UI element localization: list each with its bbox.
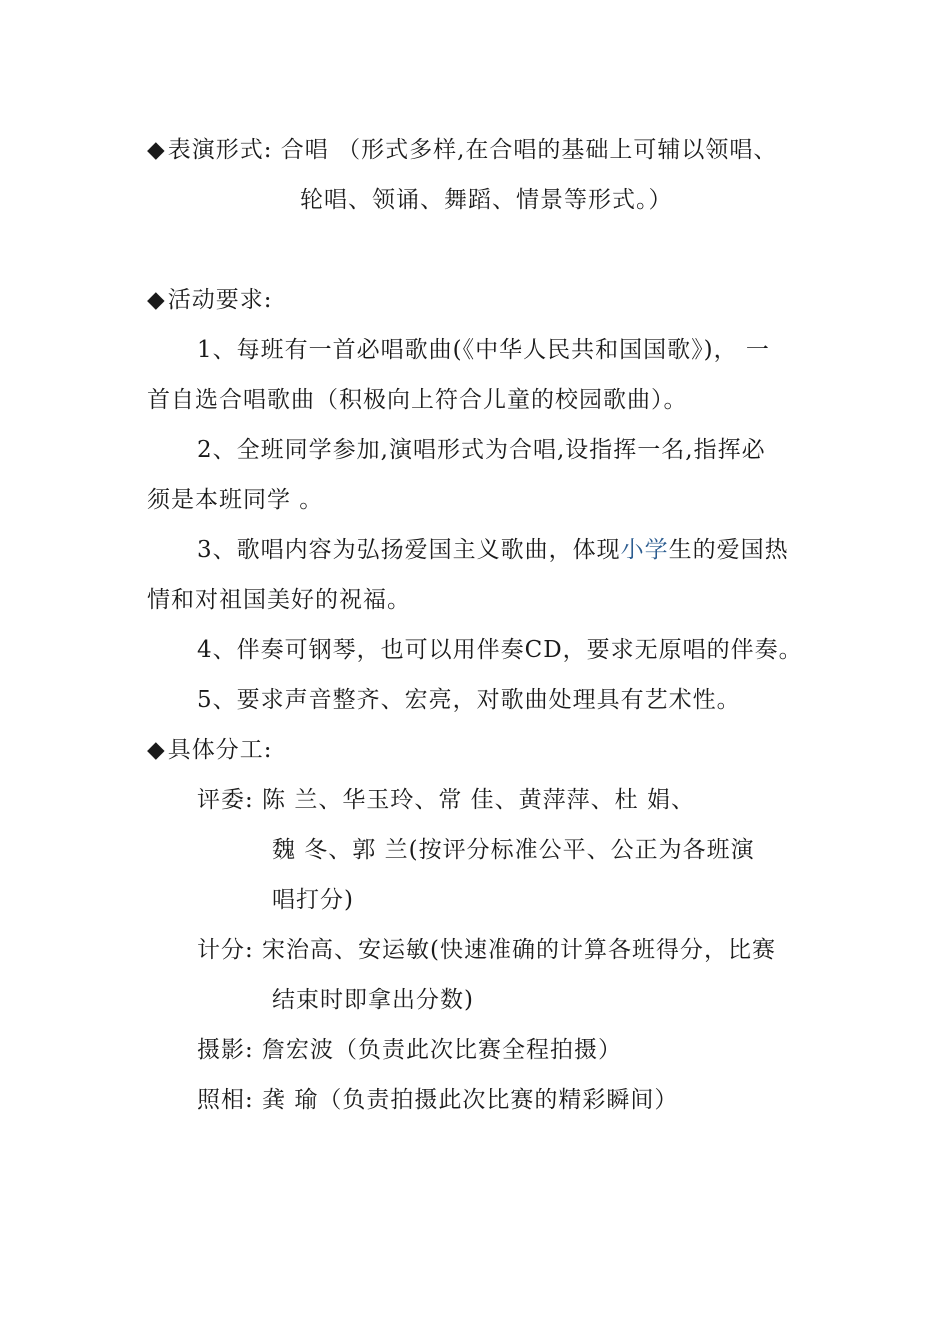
- requirement-item-1-line-2: 首自选合唱歌曲（积极向上符合儿童的校园歌曲）。: [147, 387, 688, 413]
- performance-form-line-2: [300, 185, 673, 215]
- primary-school-link[interactable]: 小学: [620, 537, 669, 563]
- diamond-bullet-icon: ◆: [147, 737, 166, 763]
- division-heading-text: 具体分工:: [167, 737, 273, 763]
- requirement-item-2-line-2: 须是本班同学 。: [147, 487, 324, 513]
- requirement-item-3-line-1: [197, 535, 789, 565]
- requirement-item-3-line-2: 情和对祖国美好的祝福。: [147, 587, 411, 613]
- performance-form-label: 表演形式:: [167, 137, 281, 163]
- performance-form-text-2: 轮唱、领诵、舞蹈、情景等形式。）: [300, 187, 673, 213]
- diamond-bullet-icon: ◆: [147, 137, 166, 163]
- requirements-heading: [147, 285, 272, 315]
- judges-line-3: 唱打分): [272, 887, 354, 913]
- scoring-line-1: 计分: 宋治高、安运敏(快速准确的计算各班得分，比赛: [197, 937, 777, 963]
- judges-line-1: 评委: 陈 兰、华玉玲、常 佳、黄萍萍、杜 娟、: [197, 787, 695, 813]
- requirement-item-2-line-1: 2、全班同学参加,演唱形式为合唱,设指挥一名,指挥必: [197, 437, 766, 463]
- requirement-item-1-line-1: 1、每班有一首必唱歌曲(《中华人民共和国国歌》)， 一: [197, 337, 770, 363]
- requirement-item-5: 5、要求声音整齐、宏亮，对歌曲处理具有艺术性。: [197, 687, 741, 713]
- requirement-item-3-text-b: 生的爱国热: [668, 537, 789, 563]
- performance-form-text-1: 合唱 （形式多样,在合唱的基础上可辅以领唱、: [280, 137, 778, 163]
- performance-form-line-1: [147, 135, 777, 165]
- photography-line: 摄影: 詹宏波（负责此次比赛全程拍摄）: [197, 1037, 623, 1063]
- scoring-line-2: 结束时即拿出分数): [272, 987, 474, 1013]
- requirements-heading-text: 活动要求:: [167, 287, 273, 313]
- requirement-item-3-text-a: 3、歌唱内容为弘扬爱国主义歌曲，体现: [197, 537, 621, 563]
- diamond-bullet-icon: ◆: [147, 287, 166, 313]
- division-heading: [147, 735, 272, 765]
- requirement-item-4: 4、伴奏可钢琴，也可以用伴奏CD，要求无原唱的伴奏。: [197, 637, 803, 663]
- camera-line: 照相: 龚 瑜（负责拍摄此次比赛的精彩瞬间）: [197, 1087, 679, 1113]
- judges-line-2: 魏 冬、郭 兰(按评分标准公平、公正为各班演: [272, 837, 755, 863]
